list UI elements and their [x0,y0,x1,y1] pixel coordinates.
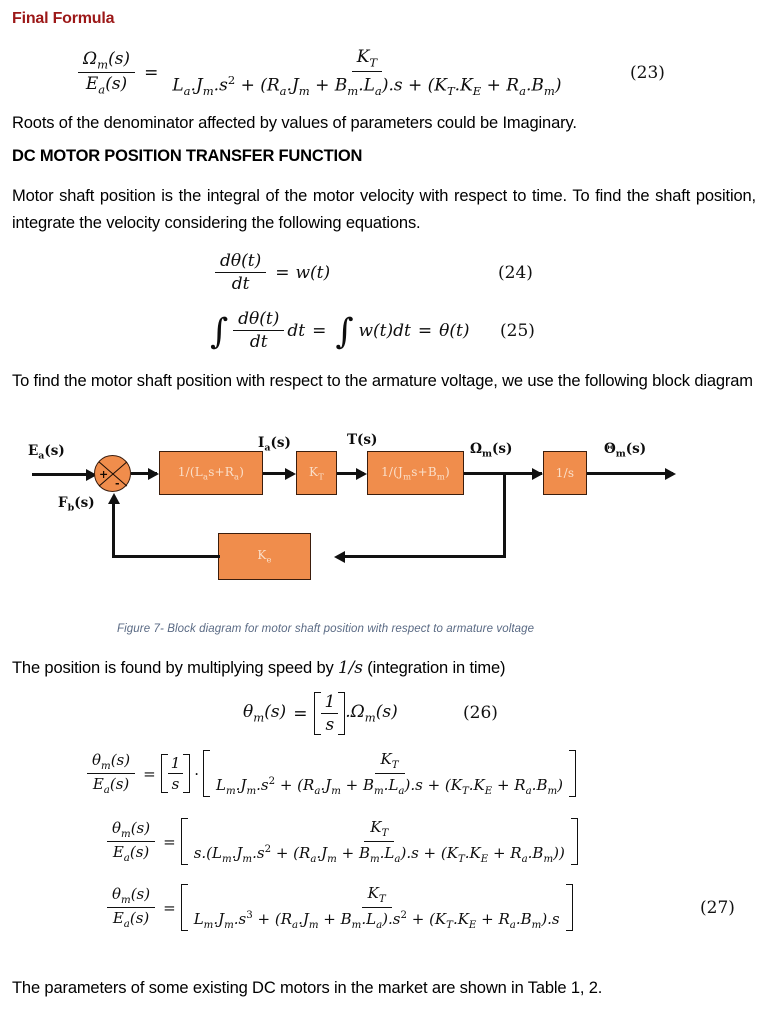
signal-label-input: $E_a(s)$ [28,443,65,462]
block-torque-constant [296,451,337,495]
summing-plus-sign: + [99,468,109,481]
eq27-1-dot: · [194,764,200,783]
eq27-1-equals: = [143,764,156,783]
eq27-1-bracket-right: $\frac{K_T}{L_m.J_m.s^2 + (R_a.J_m + B_m.L_a).s + (K_T.K_E + R_a.B_m)}$ [203,750,576,797]
paragraph-parameters-table: The parameters of some existing DC motors in the market are shown in Table 1, 2. [12,979,603,997]
equation-25-number: (25) [500,321,535,341]
equation-27-number: (27) [700,898,735,918]
signal-label-feedback: $F_b(s)$ [58,495,95,514]
equation-24 [212,250,330,295]
paragraph-motor-shaft: Motor shaft position is the integral of the motor velocity with respect to time. To find the shaft position, integrate the velocity considering the following equations. [12,187,756,232]
wire-feedback-horizontal-left [112,555,220,558]
equation-27-line-2 [104,818,578,865]
eq27-2-bracket: $\frac{K_T}{s.(L_m.J_m.s^2 + (R_a.J_m + B_m.L_a).s + (K_T.K_E + R_a.B_m))}$ [181,818,578,865]
wire-feedback-up [112,504,115,558]
eq25-equals-1: = [312,320,327,341]
equation-25 [208,308,469,353]
arrowhead-summing-feedback [108,493,120,504]
wire-feedback-horizontal-right [343,555,506,558]
block-integrator-label: 1/s [555,466,575,480]
paragraph-position-found-pre: The position is found by multiplying speed by [12,659,339,677]
eq23-rhs: $\frac{K_T}{L_a.J_m.s^2 + (R_a.J_m + B_m.L_a).s + (K_T.K_E + R_a.B_m)}$ [172,47,562,99]
eq25-equals-2: = [417,320,433,341]
block-mechanical-label: $1/(J_ms+B_m)$ [381,464,450,482]
summing-minus-sign: - [115,477,120,490]
eq23-equals: = [144,62,159,83]
signal-label-speed: $\Omega_m(s)$ [470,441,513,460]
eq25-integral-2: ∫ [335,311,354,352]
eq27-3-equals: = [163,898,176,917]
block-back-emf [218,533,311,580]
eq24-lhs: $\frac{d\theta(t)}{dt}$ [215,250,266,295]
eq26-lhs: $\theta_m(s)$ [243,702,287,725]
arrowhead-ke-in [334,551,345,563]
block-diagram-figure-7 [0,425,768,585]
summing-junction [94,455,131,492]
eq27-2-lhs: $\frac{\theta_m(s)}{E_a(s)}$ [107,818,155,865]
arrowhead-armature-in [148,468,159,480]
paragraph-position-found-post: (integration in time) [362,659,506,677]
eq25-fraction: $\frac{d\theta(t)}{dt}$ [233,308,284,353]
arrowhead-output [665,468,676,480]
eq26-bracket: $\frac{1}{s}$ [314,692,345,735]
wire-input [32,473,92,476]
signal-label-current: $I_a(s)$ [258,435,291,454]
block-integrator [543,451,587,495]
eq24-equals: = [275,262,290,283]
eq27-2-equals: = [163,832,176,851]
paragraph-to-find: To find the motor shaft position with respect to the armature voltage, we use the following block diagram [12,372,753,390]
arrowhead-kt-in [285,468,296,480]
eq24-rhs: w(t) [295,262,331,283]
equation-24-number: (24) [498,263,533,283]
eq27-1-bracket-left: $\frac{1}{s}$ [161,754,191,793]
block-armature-label: $1/(L_as+R_a)$ [177,464,245,482]
block-torque-constant-label: $K_T$ [309,464,324,482]
equation-27-line-1 [84,750,576,797]
block-mechanical [367,451,464,495]
eq26-rhs: $.\Omega_m(s)$ [345,702,398,725]
equation-27-line-3 [104,884,573,931]
arrowhead-mechanical-in [356,468,367,480]
wire-feedback-branch-down [503,472,506,558]
eq25-rhs: θ(t) [439,320,470,341]
inline-math-one-over-s: 1/s [338,658,363,678]
page-title-final-formula: Final Formula [12,10,115,27]
paragraph-roots: Roots of the denominator affected by values of parameters could be Imaginary. [12,114,577,132]
equation-23-number: (23) [630,63,665,83]
block-armature [159,451,263,495]
figure-caption: Figure 7- Block diagram for motor shaft position with respect to armature voltage [117,623,535,635]
block-back-emf-label: $K_e$ [257,548,272,565]
equation-23 [75,46,569,99]
eq27-3-lhs: $\frac{\theta_m(s)}{E_a(s)}$ [107,884,155,931]
eq26-equals: = [293,703,308,724]
equation-26 [243,692,398,735]
paragraph-position-found [12,655,756,682]
signal-label-position: $\Theta_m(s)$ [604,441,647,460]
eq23-lhs: $\frac{\Omega_m(s)}{E_a(s)}$ [78,48,135,98]
eq25-dt: dt [287,320,306,341]
eq25-integrand: w(t)dt [358,320,411,341]
wire-output [587,472,673,475]
signal-label-torque: T(s) [347,432,378,448]
eq25-integral-1: ∫ [210,311,229,352]
arrowhead-integrator-in [532,468,543,480]
section-heading-dc-motor-position: DC MOTOR POSITION TRANSFER FUNCTION [12,147,363,165]
equation-26-number: (26) [463,703,498,723]
eq27-1-lhs: $\frac{\theta_m(s)}{E_a(s)}$ [87,750,135,797]
eq27-3-bracket: $\frac{K_T}{L_m.J_m.s^3 + (R_a.J_m + B_m.L_a).s^2 + (K_T.K_E + R_a.B_m).s}$ [181,884,573,931]
